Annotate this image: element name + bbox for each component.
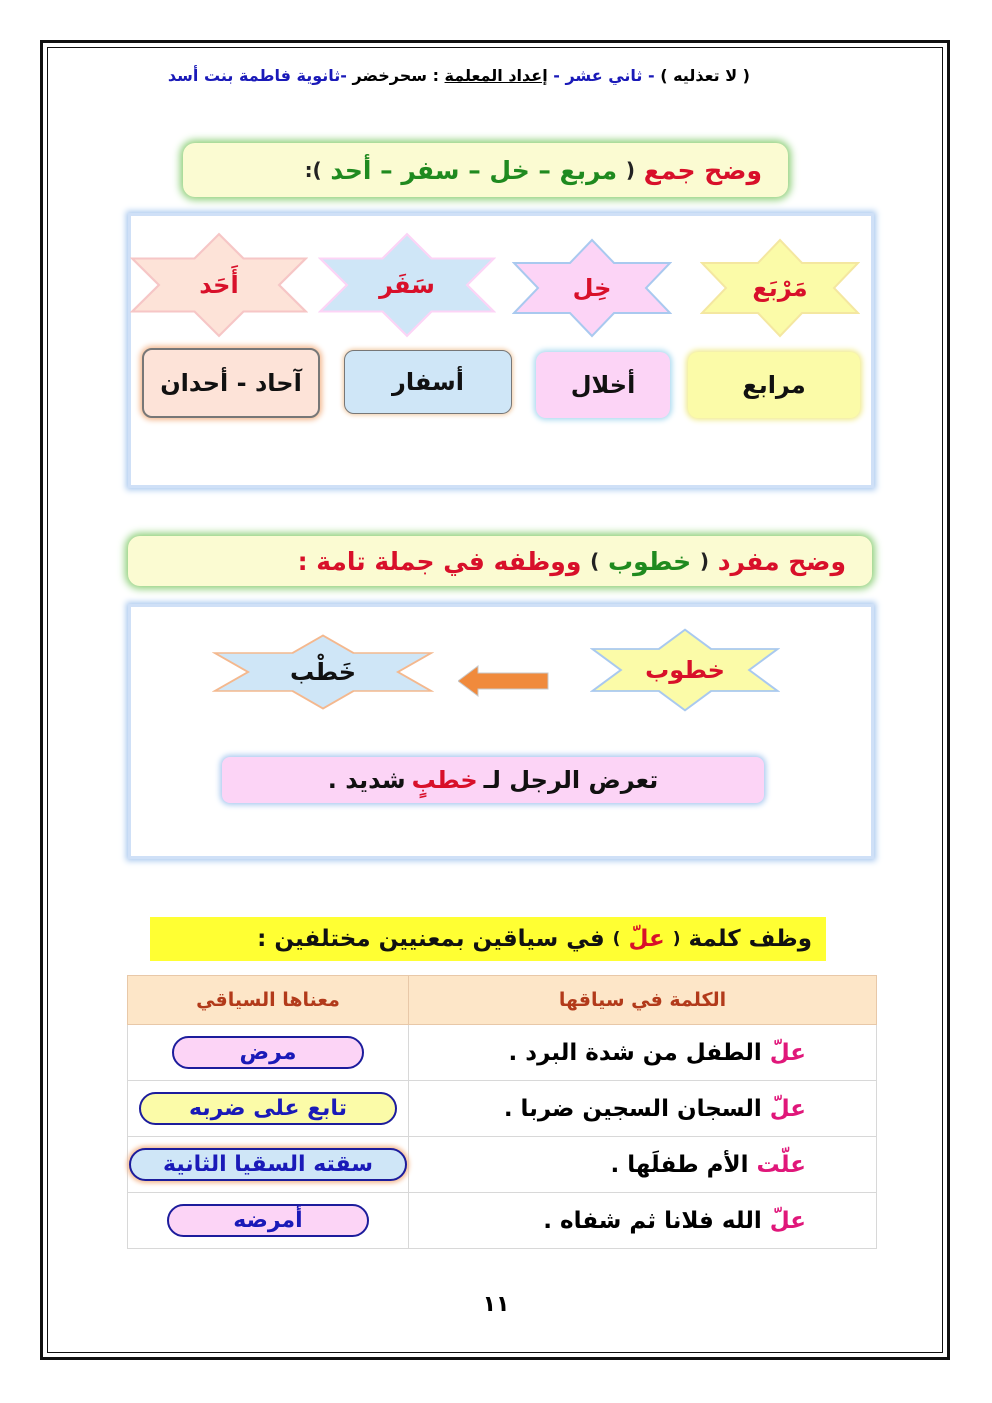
context-cell xyxy=(409,1081,877,1137)
star-singular-word xyxy=(212,634,434,710)
star-label-4: أَحَد xyxy=(199,271,239,299)
q2-word: خطوب xyxy=(607,546,692,576)
star-label-1: مَرْبَع xyxy=(752,274,808,302)
q1-open: ( xyxy=(625,158,635,182)
context-cell xyxy=(409,1025,877,1081)
context-rest: الطفل من شدة البرد . xyxy=(508,1039,762,1066)
sentence-after: شديد . xyxy=(327,766,406,794)
table-row xyxy=(128,1193,877,1249)
q3-tail: في سياقين بمعنيين مختلفين : xyxy=(257,926,605,952)
meaning-pill: سقته السقيا الثانية xyxy=(129,1148,407,1181)
q3-open: ( xyxy=(672,929,681,949)
plural-box-4: آحاد - أحدان xyxy=(142,348,320,418)
page-header xyxy=(167,66,750,85)
q1-words: مربع – خل – سفر – أحد xyxy=(330,155,618,185)
q2-open: ( xyxy=(699,549,709,573)
key-word: علّ xyxy=(769,1207,806,1234)
header-word-in-context: الكلمة في سياقها xyxy=(409,976,877,1025)
header-contextual-meaning: معناها السياقي xyxy=(128,976,409,1025)
meaning-pill: مرض xyxy=(172,1036,364,1069)
meaning-cell xyxy=(128,1081,409,1137)
header-school: -ثانوية فاطمة بنت أسد xyxy=(167,66,347,85)
star-plural-word xyxy=(590,628,780,712)
usage-table xyxy=(127,975,877,1249)
meaning-pill: أمرضه xyxy=(167,1204,369,1237)
q2-singular-label: خَطْب xyxy=(289,658,357,686)
header-title: ( لا تعذليه ) xyxy=(660,66,750,85)
q3-close: ) xyxy=(612,929,621,949)
star-singular-1 xyxy=(700,238,860,338)
star-label-2: خِل xyxy=(572,274,612,302)
key-word: علّ xyxy=(769,1095,806,1122)
sentence-highlight: خطبٍ xyxy=(411,766,478,794)
plural-box-3: أسفار xyxy=(344,350,512,414)
question-1-banner xyxy=(183,143,788,197)
header-prepared-by: إعداد المعلمة xyxy=(444,66,548,85)
left-arrow-icon xyxy=(458,664,550,698)
sentence-before: تعرض الرجل لـ xyxy=(483,766,659,794)
q3-lead: وظف كلمة xyxy=(688,926,812,952)
context-rest: الله فلانا ثم شفاه . xyxy=(543,1207,762,1234)
meaning-cell xyxy=(128,1137,409,1193)
q3-word: علّ xyxy=(628,926,665,952)
table-header-row xyxy=(128,976,877,1025)
plural-box-2: أخلال xyxy=(536,352,670,418)
table-row xyxy=(128,1025,877,1081)
example-sentence xyxy=(222,757,764,803)
question-2-banner xyxy=(128,536,872,586)
meaning-cell xyxy=(128,1193,409,1249)
table-row xyxy=(128,1081,877,1137)
question-3-banner xyxy=(150,917,826,961)
q1-lead: وضح جمع xyxy=(643,155,762,185)
key-word: علّت xyxy=(756,1151,806,1178)
q2-lead: وضح مفرد xyxy=(717,546,846,576)
q1-close: ): xyxy=(304,158,322,182)
meaning-pill: تابع على ضربه xyxy=(139,1092,397,1125)
header-teacher: : سحرخضر xyxy=(352,66,439,85)
q2-plural-label: خطوب xyxy=(645,656,725,684)
header-grade: - ثاني عشر - xyxy=(553,66,655,85)
table-row xyxy=(128,1137,877,1193)
context-rest: الأم طفلَها . xyxy=(610,1151,749,1178)
context-cell xyxy=(409,1193,877,1249)
q2-close: ) xyxy=(590,549,600,573)
context-rest: السجان السجين ضربا . xyxy=(503,1095,762,1122)
plural-box-1: مرابع xyxy=(688,352,860,418)
q2-tail: ووظفه في جملة تامة : xyxy=(297,546,582,576)
meaning-cell xyxy=(128,1025,409,1081)
star-label-3: سَفَر xyxy=(379,271,435,299)
star-singular-4 xyxy=(130,232,308,338)
page-number: ١١ xyxy=(482,1292,510,1317)
star-singular-2 xyxy=(512,238,672,338)
star-singular-3 xyxy=(318,232,496,338)
key-word: علّ xyxy=(769,1039,806,1066)
context-cell xyxy=(409,1137,877,1193)
